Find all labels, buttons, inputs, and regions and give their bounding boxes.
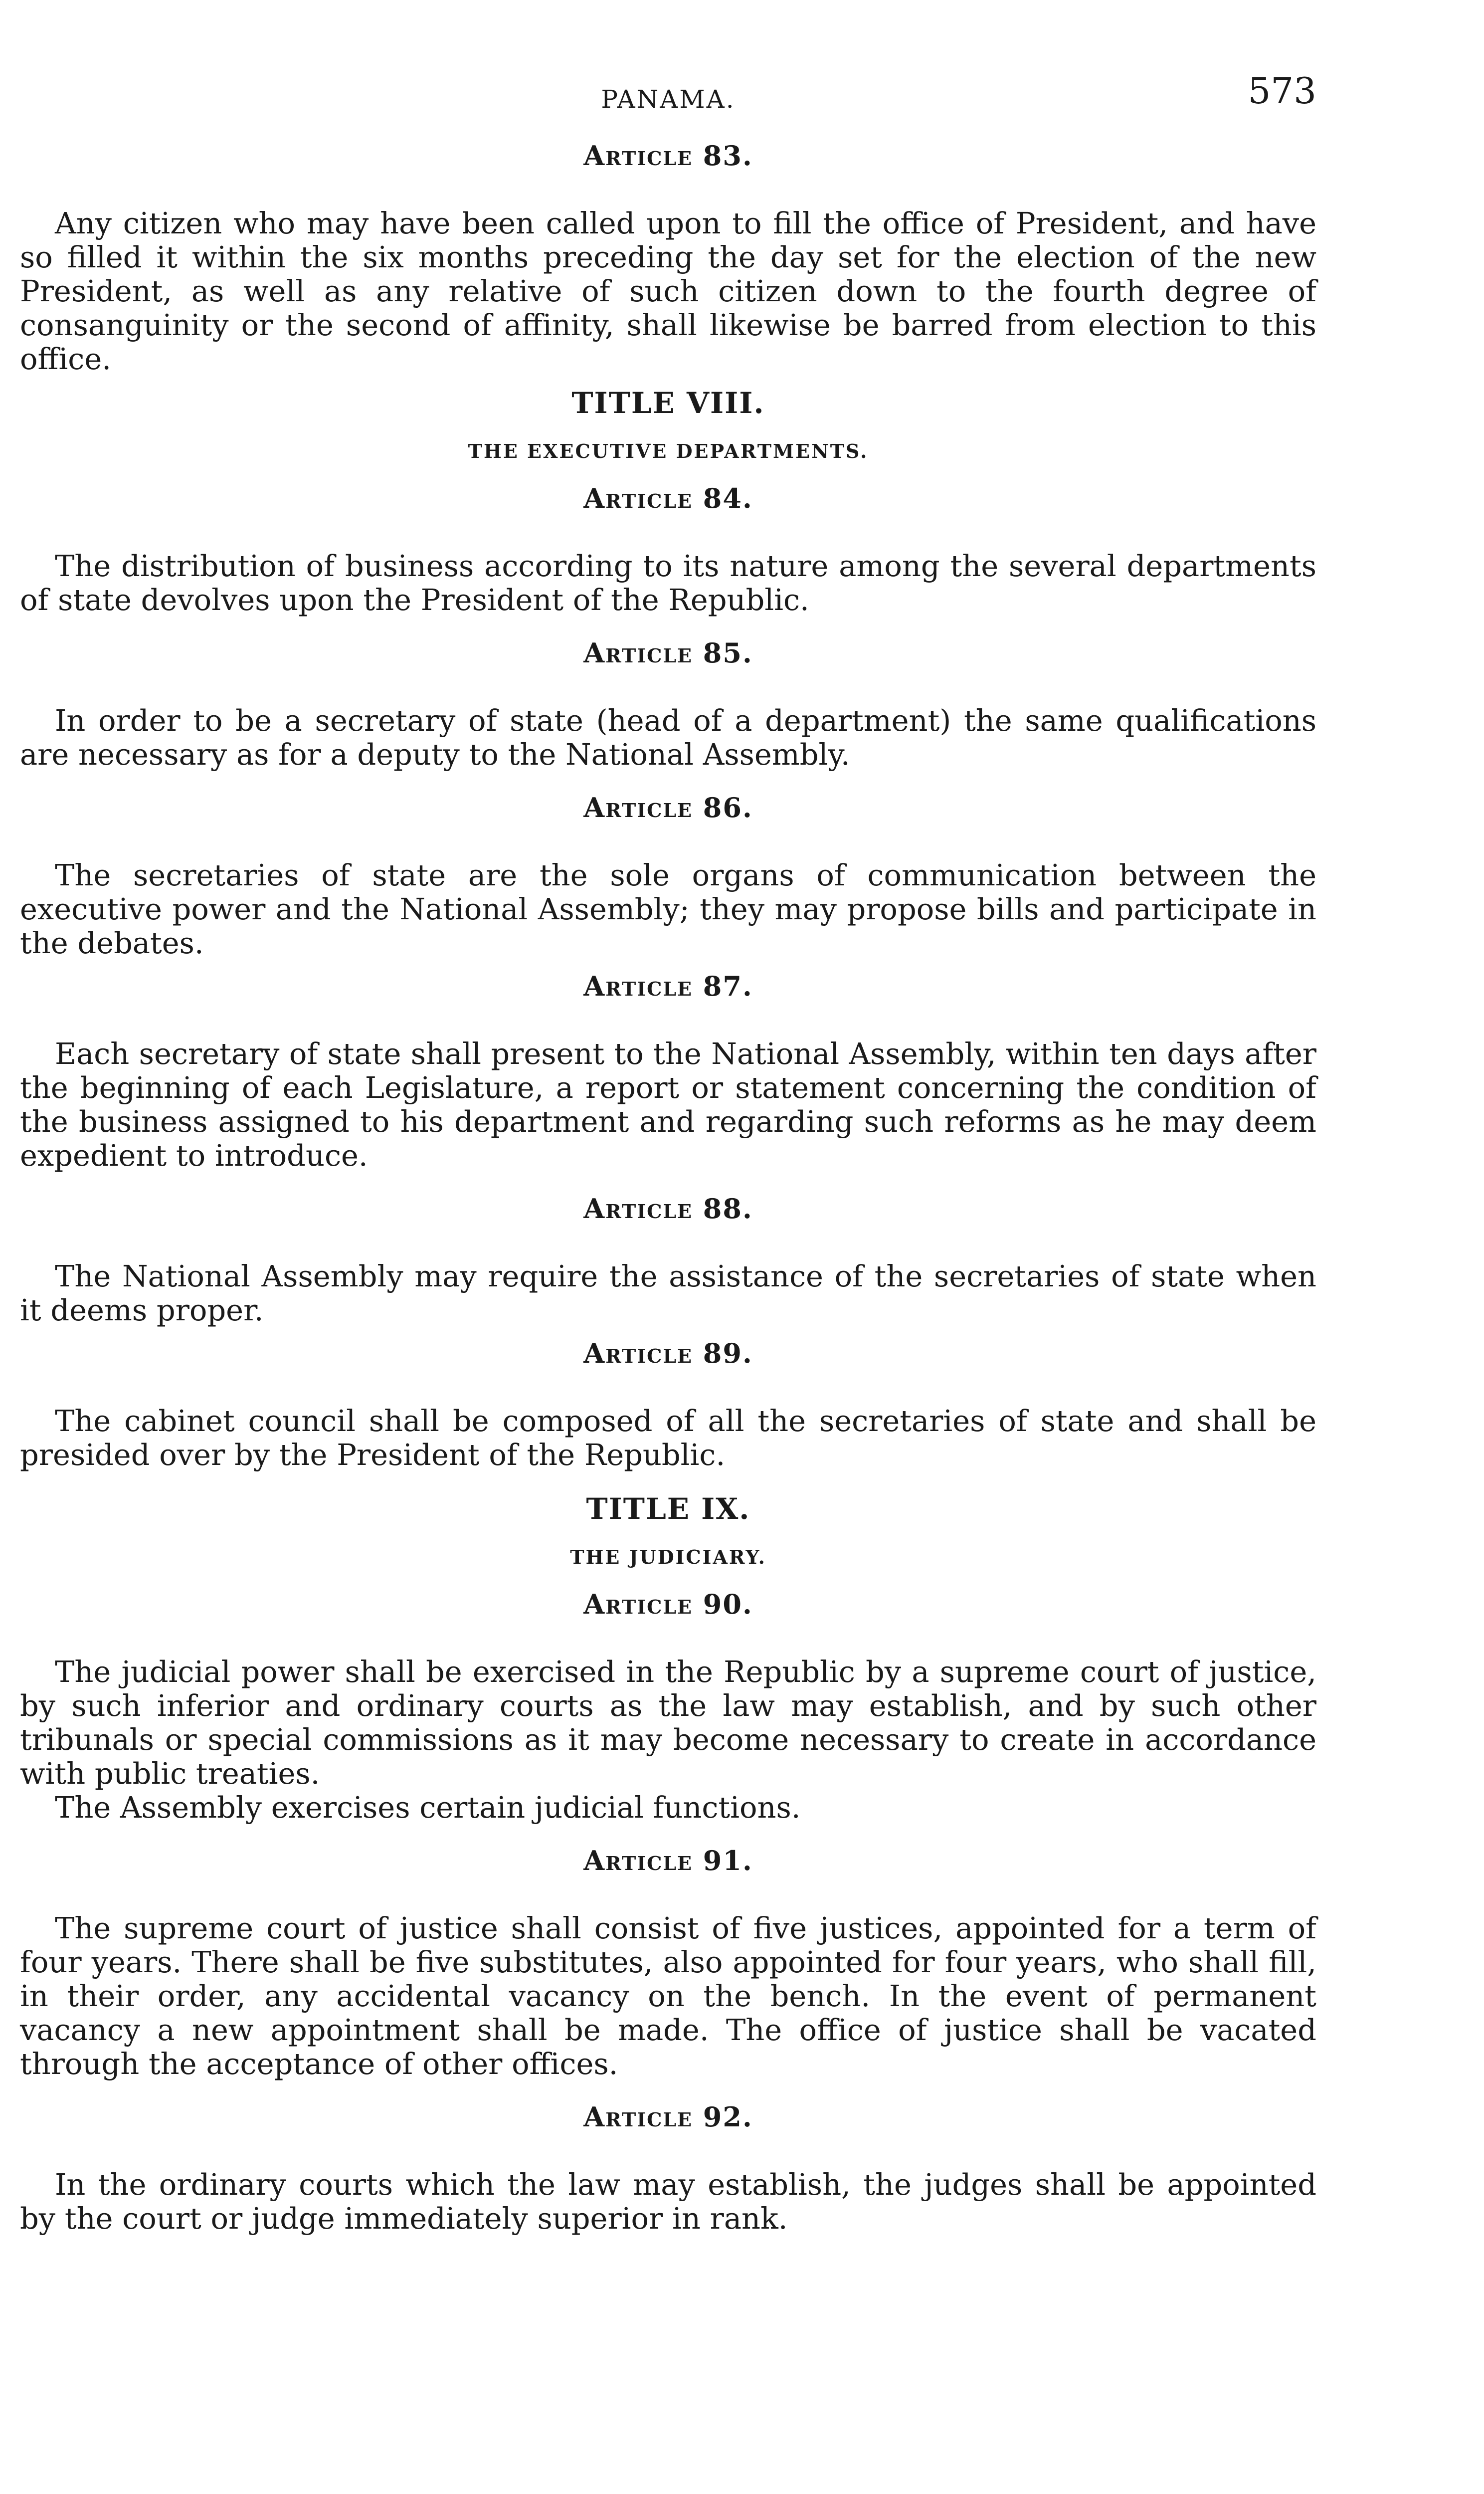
title-viii-subtitle: THE EXECUTIVE DEPARTMENTS. [468,440,869,462]
article-88-heading: Article 88. [583,1193,753,1225]
article-87-text: Each secretary of state shall present to the National Assembly, within ten days after the beginning of each Legislature, a report or statement concerning the condition of the business assigned to his department and regarding such reforms as he may deem expedient to introduce. [20,1037,1316,1173]
article-83-text: Any citizen who may have been called upon to fill the office of President, and have so filled it within the six months preceding the day set for the election of the new President, as well as any relative of such citizen down to the fourth degree of consanguinity or the second of affinity, shall likewise be barred from election to this office. [20,206,1316,376]
article-87-heading: Article 87. [583,970,753,1002]
article-89-heading: Article 89. [583,1337,753,1369]
article-89-text: The cabinet council shall be composed of all the secretaries of state and shall be presided over by the President of the Republic. [20,1404,1316,1472]
document-page [20,70,1316,2464]
article-91-text: The supreme court of justice shall consist of five justices, appointed for a term of four years. There shall be five substitutes, also appointed for four years, who shall fill, in their order, any accidental vacancy on the bench. In the event of permanent vacancy a new appointment shall be made. The office of justice shall be vacated through the acceptance of other offices. [20,1911,1316,2081]
article-90-text: The judicial power shall be exercised in the Republic by a supreme court of justice, by such inferior and ordinary courts as the law may establish, and by such other tribunals or special commissions as it may become necessary to create in accordance with public treaties. [20,1655,1316,1791]
article-84-text: The distribution of business according to its nature among the several departments of state devolves upon the President of the Republic. [20,549,1316,617]
title-viii-heading: TITLE VIII. [571,386,765,420]
article-84-heading: Article 84. [583,482,753,514]
article-92-text: In the ordinary courts which the law may establish, the judges shall be appointed by the court or judge immediately superior in rank. [20,2167,1316,2236]
page-number: 573 [1248,70,1316,112]
article-91-heading: Article 91. [583,1845,753,1876]
article-88-text: The National Assembly may require the assistance of the secretaries of state when it deems proper. [20,1259,1316,1327]
article-83-heading: Article 83. [583,140,753,172]
article-86-text: The secretaries of state are the sole organs of communication between the executive power and the National Assembly; they may propose bills and participate in the debates. [20,858,1316,960]
title-ix-subtitle: THE JUDICIARY. [570,1546,766,1568]
running-header [20,70,1316,130]
title-ix-heading: TITLE IX. [586,1492,750,1526]
article-85-text: In order to be a secretary of state (head of a department) the same qualifications are necessary as for a deputy to the National Assembly. [20,703,1316,772]
article-92-heading: Article 92. [583,2101,753,2133]
article-85-heading: Article 85. [583,637,753,669]
article-90-text-2: The Assembly exercises certain judicial functions. [55,1790,801,1825]
article-90-heading: Article 90. [583,1588,753,1620]
running-title: PANAMA. [601,85,736,114]
article-86-heading: Article 86. [583,792,753,824]
